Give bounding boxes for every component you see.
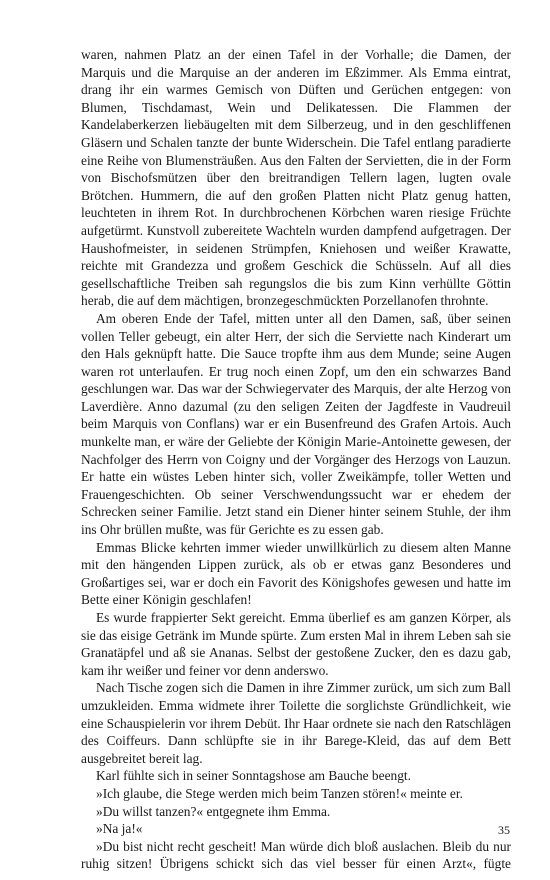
paragraph-1: waren, nahmen Platz an der einen Tafel in der Vorhalle; die Damen, der Marquis und die Marquise an der anderen im Eßzimmer. Als Emma eintrat, drang ihr ein warmes Gemisch von Düften und Gerüchen entgegen: von Blumen, Tischdamast, Wein und Delikatessen. Die Flammen der Kandelaberkerzen liebäugelten mit dem Silberzeug, und in den geschliffenen Gläsern und Schalen tanzte der bunte Widerschein. Die Tafel entlang paradierte eine Reihe von Blumensträußen. Aus den Falten der Servietten, die in der Form von Bischofsmützen über den breitrandigen Tellern lagen, lugten ovale Brötchen. Hummern, die auf den großen Platten nicht Platz genug hatten, leuchteten in ihrem Rot. In durchbrochenen Körbchen waren riesige Früchte aufgetürmt. Kunstvoll zubereitete Wachteln wurden dampfend aufgetragen. Der Haushofmeister, in seidenen Strümpfen, Kniehosen und weißer Krawatte, reichte mit Grandezza und großem Geschick die Schüsseln. Auf all dies gesellschaftliche Treiben sah regungslos die bis zum Kinn verhüllte Göttin herab, die auf dem mächtigen, bronzegeschmückten Porzellanofen throhnte. [81, 47, 511, 309]
paragraph-8: »Du willst tanzen?« entgegnete ihm Emma. [96, 803, 331, 819]
paragraph-6: Karl fühlte sich in seiner Sonntagshose am Bauche beengt. [96, 768, 411, 784]
paragraph-2: Am oberen Ende der Tafel, mitten unter all den Damen, saß, über seinen vollen Teller gebeugt, ein alter Herr, der sich die Serviette nach Kinderart um den Hals geknüpft hatte. Die Sauce tropfte ihm aus dem Munde; seine Augen waren rot unterlaufen. Er trug noch einen Zopf, um den ein schwarzes Band geschlungen war. Das war der Schwiegervater des Marquis, der alte Herzog von Laverdière. Anno dazumal (zu den seligen Zeiten der Jagdfeste in Vaudreuil beim Marquis von Conflans) war er ein Busenfreund des Grafen Artois. Auch munkelte man, er wäre der Geliebte der Königin Marie-Antoinette gewesen, der Nachfolger des Herrn von Coigny und der Vorgänger des Herzogs von Lauzun. Er hatte ein wüstes Leben hinter sich, voller Zweikämpfe, toller Wetten und Frauengeschichten. Ob seiner Verschwendungssucht war er ehedem der Schrecken seiner Familie. Jetzt stand ein Diener hinter seinem Stuhle, der ihm ins Ohr brüllen mußte, was für Gerichte es zu essen gab. [81, 310, 511, 538]
paragraph-3: Emmas Blicke kehrten immer wieder unwillkürlich zu diesem alten Manne mit den hängenden Lippen zurück, als ob er etwas ganz Besonderes und Großartiges sei, war er doch ein Favorit des Königshofes gewesen und hatte im Bette einer Königin geschlafen! [81, 539, 511, 608]
paragraph-7: »Ich glaube, die Stege werden mich beim Tanzen stören!« meinte er. [96, 785, 463, 801]
paragraph-4: Es wurde frappierter Sekt gereicht. Emma überlief es am ganzen Körper, als sie das eisige Getränk im Munde spürte. Zum ersten Mal in ihrem Leben sah sie Granatäpfel und aß sie Ananas. Selbst der gestoßene Zucker, den es dazu gab, kam ihr weißer und feiner vor denn anderswo. [81, 610, 511, 678]
page-number: 35 [498, 823, 510, 837]
paragraph-10: »Du bist nicht recht gescheit! Man würde dich bloß auslachen. Bleib du nur ruhig sitzen! Übrigens schickt sich das viel besser für einen Arzt«, fügte [81, 838, 511, 872]
book-page-text [81, 46, 511, 873]
paragraph-5: Nach Tische zogen sich die Damen in ihre Zimmer zurück, um sich zum Ball umzukleiden. Emma widmete ihrer Toilette die sorglichste Gründlichkeit, wie eine Schauspielerin vor ihrem Debüt. Ihr Haar ordnete sie nach den Ratschlägen des Coiffeurs. Dann schlüpfte sie in ihr Barege-Kleid, das auf dem Bett ausgebreitet bereit lag. [81, 680, 511, 766]
paragraph-9: »Na ja!« [96, 821, 143, 837]
